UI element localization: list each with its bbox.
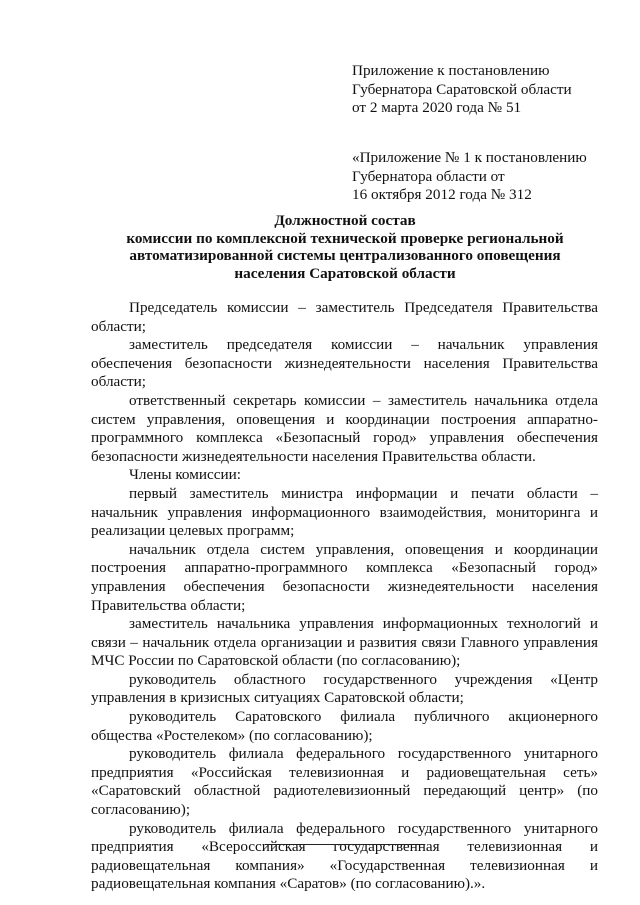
members-heading: Члены комиссии: bbox=[129, 466, 241, 484]
annex-original-line: Губернатора области от bbox=[352, 167, 505, 185]
member-paragraph: руководитель Саратовского филиала публичного акционерного общества «Ростелеком» (по согласованию); bbox=[91, 708, 598, 744]
annex-header-line: Приложение к постановлению bbox=[352, 62, 550, 79]
annex-header bbox=[352, 62, 572, 118]
member-paragraph: руководитель филиала федерального государственного унитарного предприятия «Российская телевизионная и радиовещательная сеть» «Саратовский областной радиотелевизионный передающий центр» (по согласованию); bbox=[91, 745, 598, 819]
member-paragraph: руководитель филиала федерального государственного унитарного предприятия «Всероссийская государственная телевизионная и радиовещательная компания» «Государственная телевизионная и радиовещательная компания «Саратов» (по согласованию).». bbox=[91, 819, 598, 893]
deputy-chairman-paragraph: заместитель председателя комиссии – начальник управления обеспечения безопасности жизнедеятельности населения Правительства области; bbox=[91, 336, 598, 391]
member-paragraph: начальник отдела систем управления, оповещения и координации построения аппаратно-программного комплекса «Безопасный город» управления обеспечения безопасности жизнедеятельности населения Правительства области; bbox=[91, 540, 598, 614]
title-line: Должностной состав bbox=[274, 212, 416, 229]
title-line: автоматизированной системы централизованного оповещения bbox=[129, 247, 561, 265]
closing-divider-line bbox=[265, 844, 425, 845]
chairman-paragraph: Председатель комиссии – заместитель Председателя Правительства области; bbox=[91, 299, 598, 335]
title-line: населения Саратовской области bbox=[234, 264, 456, 282]
annex-original-line: «Приложение № 1 к постановлению bbox=[352, 149, 587, 166]
annex-header-line: от 2 марта 2020 года № 51 bbox=[352, 99, 522, 116]
member-paragraph: руководитель областного государственного учреждения «Центр управления в кризисных ситуациях Саратовской области; bbox=[91, 670, 598, 707]
member-paragraph: первый заместитель министра информации и печати области – начальник управления информационного взаимодействия, мониторинга и реализации целевых программ; bbox=[91, 484, 598, 540]
annex-original-line: 16 октября 2012 года № 312 bbox=[352, 186, 532, 203]
secretary-paragraph: ответственный секретарь комиссии – заместитель начальника отдела систем управления, оповещения и координации построения аппаратно-программного комплекса «Безопасный город» управления обеспечения безопасности жизнедеятельности населения Правительства области. bbox=[91, 391, 598, 465]
member-paragraph: заместитель начальника управления информационных технологий и связи – начальник отдела организации и развития связи Главного управления МЧС России по Саратовской области (по согласованию); bbox=[91, 615, 598, 670]
title-line: комиссии по комплексной технической проверке региональной bbox=[126, 229, 564, 247]
annex-original-reference bbox=[352, 149, 587, 205]
document-title bbox=[90, 212, 600, 282]
commission-members-list bbox=[91, 299, 598, 894]
annex-header-line: Губернатора Саратовской области bbox=[352, 80, 572, 98]
